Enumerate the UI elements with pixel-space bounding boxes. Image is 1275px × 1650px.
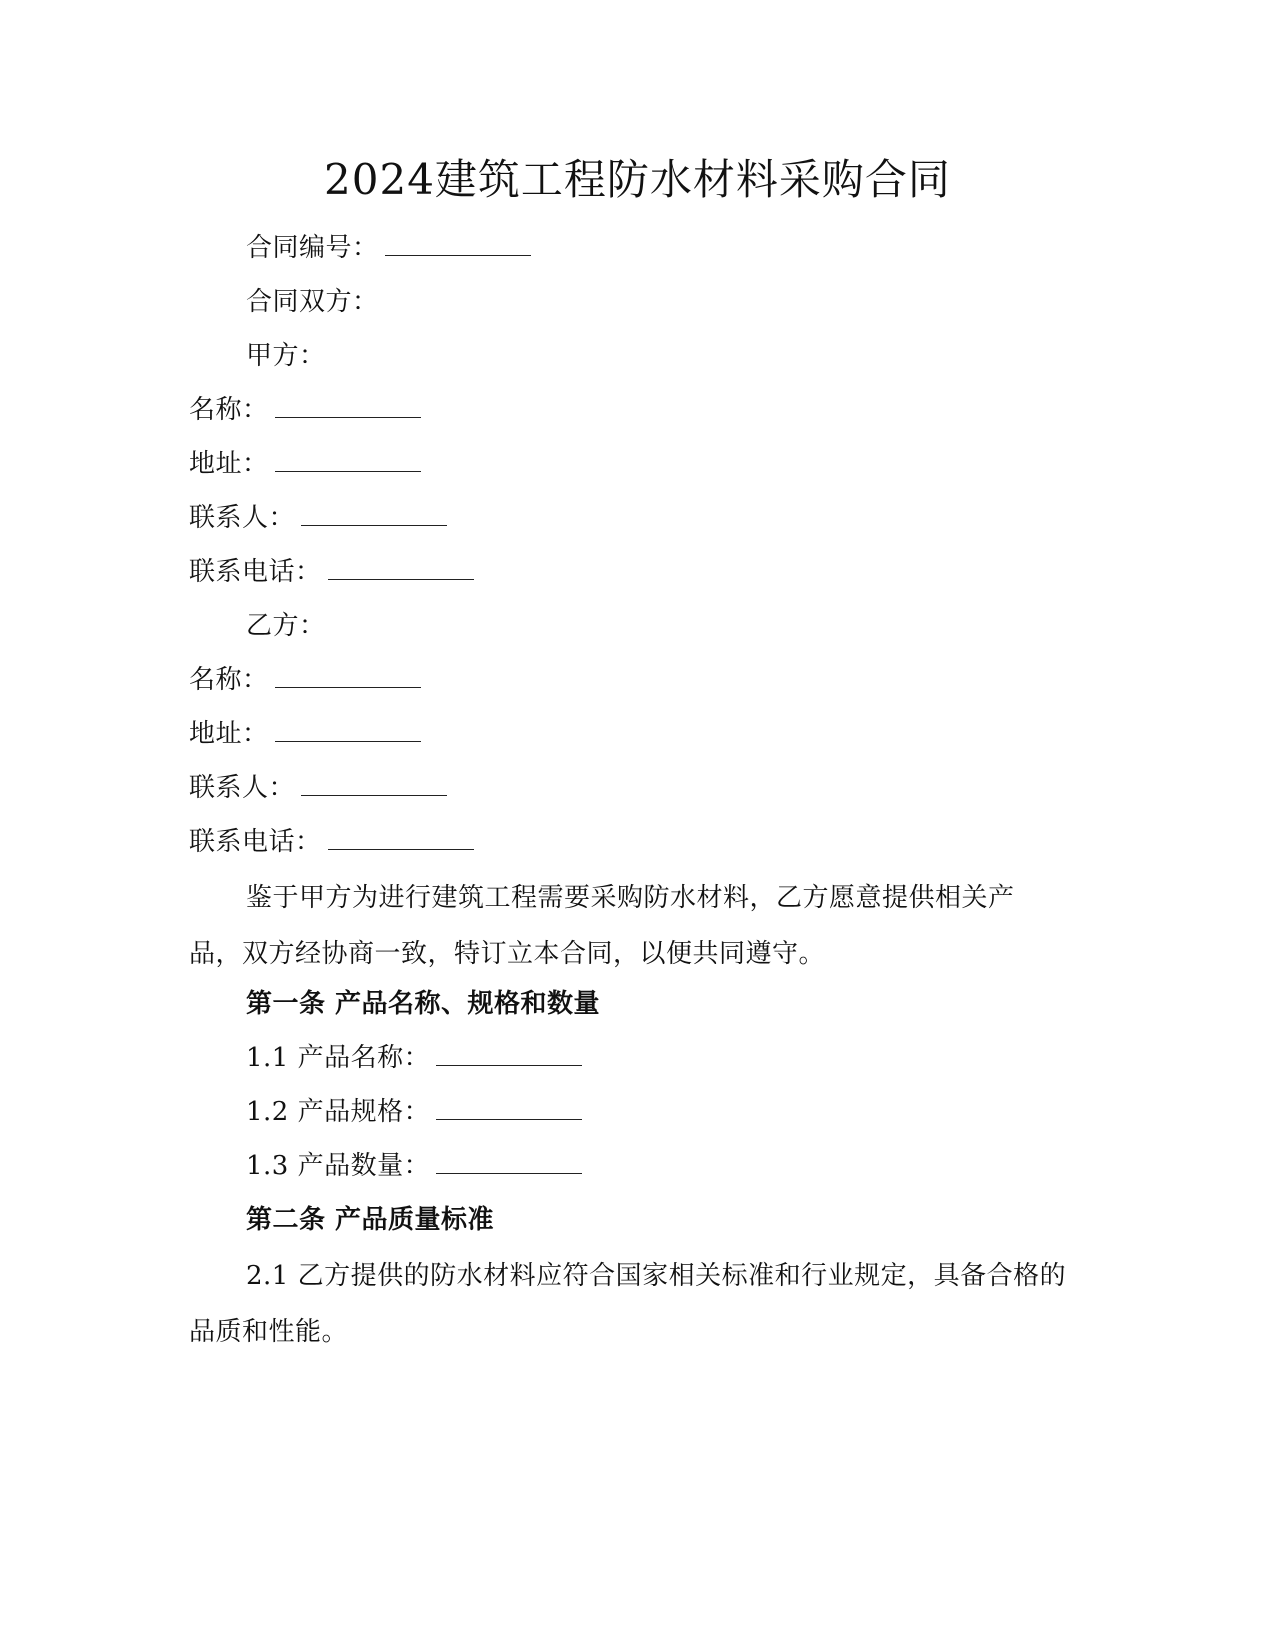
article2-item1-paragraph: 2.1 乙方提供的防水材料应符合国家相关标准和行业规定，具备合格的品质和性能。 [189, 1261, 1067, 1347]
product-spec-blank[interactable] [436, 1095, 582, 1120]
party-a-address-line [189, 444, 421, 484]
contract-number-label: 合同编号： [246, 233, 379, 263]
party-a-name-blank[interactable] [275, 393, 421, 418]
party-a-phone-label: 联系电话： [189, 557, 322, 587]
party-b-contact-label: 联系人： [189, 773, 296, 803]
party-b-address-blank[interactable] [275, 717, 421, 742]
party-a-name-label: 名称： [189, 395, 269, 425]
article1-heading: 第一条 产品名称、规格和数量 [246, 989, 601, 1019]
party-a-phone-line [189, 552, 474, 592]
party-b-contact-blank[interactable] [301, 771, 447, 796]
product-name-blank[interactable] [436, 1041, 582, 1066]
product-quantity-blank[interactable] [436, 1149, 582, 1174]
party-a-phone-blank[interactable] [328, 555, 474, 580]
contract-number-line [246, 228, 531, 268]
party-b-contact-line [189, 768, 447, 808]
article1-item2-label: 1.2 产品规格： [246, 1097, 431, 1127]
party-b-phone-line [189, 822, 474, 862]
party-b-name-blank[interactable] [275, 663, 421, 688]
article1-item2-line [246, 1092, 582, 1132]
party-b-phone-blank[interactable] [328, 825, 474, 850]
preamble-paragraph: 鉴于甲方为进行建筑工程需要采购防水材料，乙方愿意提供相关产品，双方经协商一致，特订立本合同，以便共同遵守。 [189, 883, 1015, 969]
party-a-address-label: 地址： [189, 449, 269, 479]
party-a-heading: 甲方： [246, 341, 326, 371]
article1-item1-line [246, 1038, 582, 1078]
party-b-phone-label: 联系电话： [189, 827, 322, 857]
party-b-name-line [189, 660, 421, 700]
party-a-name-line [189, 390, 421, 430]
party-a-contact-line [189, 498, 447, 538]
parties-label: 合同双方： [246, 287, 379, 317]
article1-item1-label: 1.1 产品名称： [246, 1043, 431, 1073]
party-b-address-line [189, 714, 421, 754]
article1-item3-line [246, 1146, 582, 1186]
party-b-name-label: 名称： [189, 665, 269, 695]
document-title: 2024建筑工程防水材料采购合同 [324, 155, 951, 204]
article1-item3-label: 1.3 产品数量： [246, 1151, 431, 1181]
party-a-contact-blank[interactable] [301, 501, 447, 526]
party-b-heading: 乙方： [246, 611, 326, 641]
party-b-address-label: 地址： [189, 719, 269, 749]
article2-heading: 第二条 产品质量标准 [246, 1205, 495, 1235]
party-a-contact-label: 联系人： [189, 503, 296, 533]
party-a-address-blank[interactable] [275, 447, 421, 472]
contract-number-blank[interactable] [385, 231, 531, 256]
